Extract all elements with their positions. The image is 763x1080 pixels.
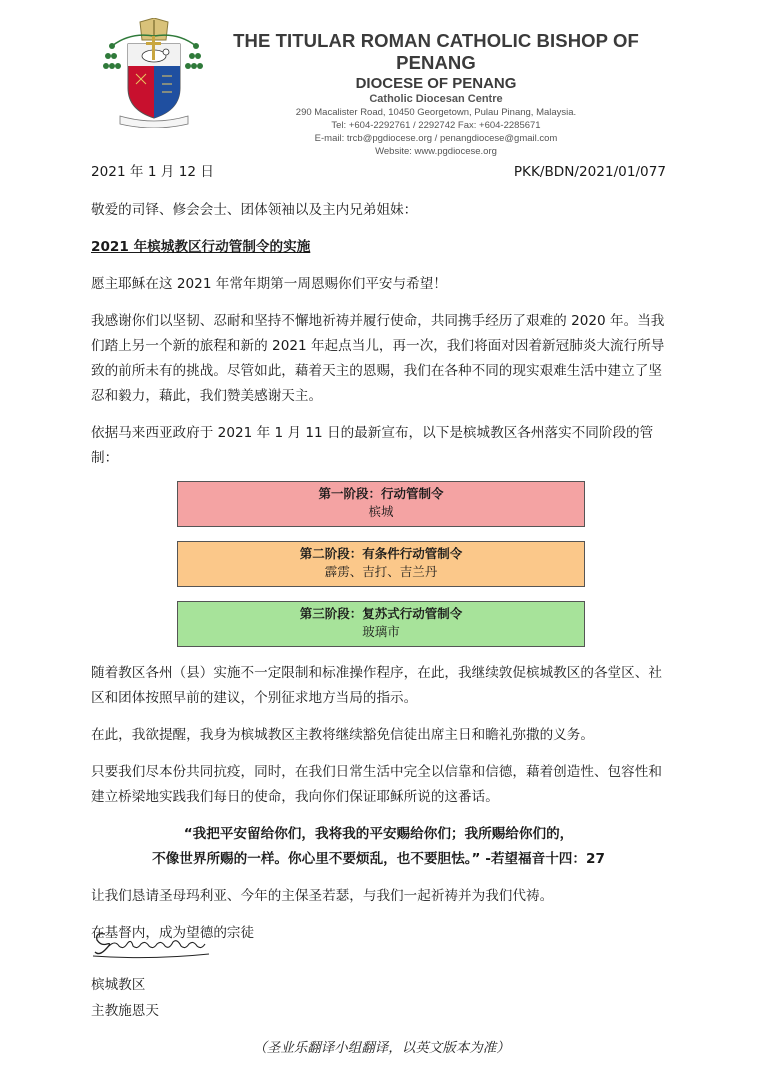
letterhead-title: THE TITULAR ROMAN CATHOLIC BISHOP OF PENANG — [233, 30, 639, 73]
phase-box-3 — [177, 601, 585, 647]
phase-title: 第二阶段：有条件行动管制令 — [299, 546, 463, 561]
letterhead-email: E-mail: trcb@pgdiocese.org / penangdiocese@gmail.com — [314, 133, 558, 144]
letterhead-centre: Catholic Diocesan Centre — [369, 93, 503, 105]
phase-states: 槟城 — [368, 504, 394, 519]
letterhead-text — [216, 30, 656, 157]
letterhead-phone: Tel: +604-2292761 / 2292742 Fax: +604-2285671 — [331, 120, 541, 131]
phase-title: 第一阶段：行动管制令 — [318, 486, 444, 501]
scripture-quote — [91, 822, 666, 872]
closing-block — [91, 972, 159, 1024]
letter-body — [91, 160, 666, 946]
sign-name: 主教施恩天 — [91, 1003, 159, 1019]
paragraph-prayer: 让我们恳请圣母玛利亚、今年的主保圣若瑟，与我们一起祈祷并为我们代祷。 — [91, 888, 554, 904]
phase-box-2 — [177, 541, 585, 587]
letter-date: 2021 年 1 月 12 日 — [91, 164, 214, 180]
paragraph-announcement: 依据马来西亚政府于 2021 年 1 月 11 日的最新宣布，以下是槟城教区各州落实不同阶段的管制： — [91, 425, 654, 466]
handwritten-signature — [91, 926, 211, 962]
quote-line-2: 不像世界所赐的一样。你心里不要烦乱，也不要胆怯。” -若望福音十四：27 — [152, 851, 605, 867]
paragraph-gratitude: 我感谢你们以坚韧、忍耐和坚持不懈地祈祷并履行使命，共同携手经历了艰难的 2020 年。当我们踏上另一个新的旅程和新的 2021 年起点当儿，再一次，我们将面对因着新冠肺炎大流行所导致的前所未有的挑战。尽管如此，藉着天主的恩赐，我们在各种不同的现实艰难生活中建立了坚忍和毅力，藉此，我们赞美感谢天主。 — [91, 313, 665, 404]
phase-box-1 — [177, 481, 585, 527]
paragraph-mission: 只要我们尽本份共同抗疫，同时，在我们日常生活中完全以信靠和信德，藉着创造性、包容性和建立桥梁地实践我们每日的使命，我向你们保证耶稣所说的这番话。 — [91, 764, 662, 805]
sign-organization: 槟城教区 — [91, 977, 146, 993]
phase-states: 霹雳、吉打、吉兰丹 — [324, 564, 438, 579]
date-reference-row — [91, 160, 666, 186]
phase-title: 第三阶段：复苏式行动管制令 — [299, 606, 463, 621]
letterhead — [100, 18, 660, 157]
paragraph-mass-dispensation: 在此，我欲提醒，我身为槟城教区主教将继续豁免信徒出席主日和瞻礼弥撒的义务。 — [91, 727, 594, 743]
letterhead-website: Website: www.pgdiocese.org — [375, 146, 497, 157]
paragraph-sop: 随着教区各州（县）实施不一定限制和标准操作程序，在此，我继续敦促槟城教区的各堂区、社区和团体按照早前的建议，个别征求地方当局的指示。 — [91, 665, 662, 706]
letter-heading: 2021 年槟城教区行动管制令的实施 — [91, 239, 311, 255]
quote-line-1: “我把平安留给你们，我将我的平安赐给你们；我所赐给你们的， — [183, 826, 574, 842]
letter-reference: PKK/BDN/2021/01/077 — [513, 164, 666, 180]
phase-table — [177, 481, 585, 647]
valediction: 在基督内，成为望德的宗徒 — [91, 925, 255, 941]
greeting: 愿主耶稣在这 2021 年常年期第一周恩赐你们平安与希望！ — [91, 276, 447, 292]
letterhead-diocese: DIOCESE OF PENANG — [355, 75, 517, 92]
salutation: 敬爱的司铎、修会会士、团体领袖以及主内兄弟姐妹： — [91, 202, 418, 218]
diocese-crest-icon — [100, 18, 208, 128]
letterhead-address: 290 Macalister Road, 10450 Georgetown, Pulau Pinang, Malaysia. — [295, 107, 577, 118]
phase-states: 玻璃市 — [362, 624, 400, 639]
translation-footer: （圣业乐翻译小组翻译，以英文版本为准） — [253, 1040, 510, 1056]
